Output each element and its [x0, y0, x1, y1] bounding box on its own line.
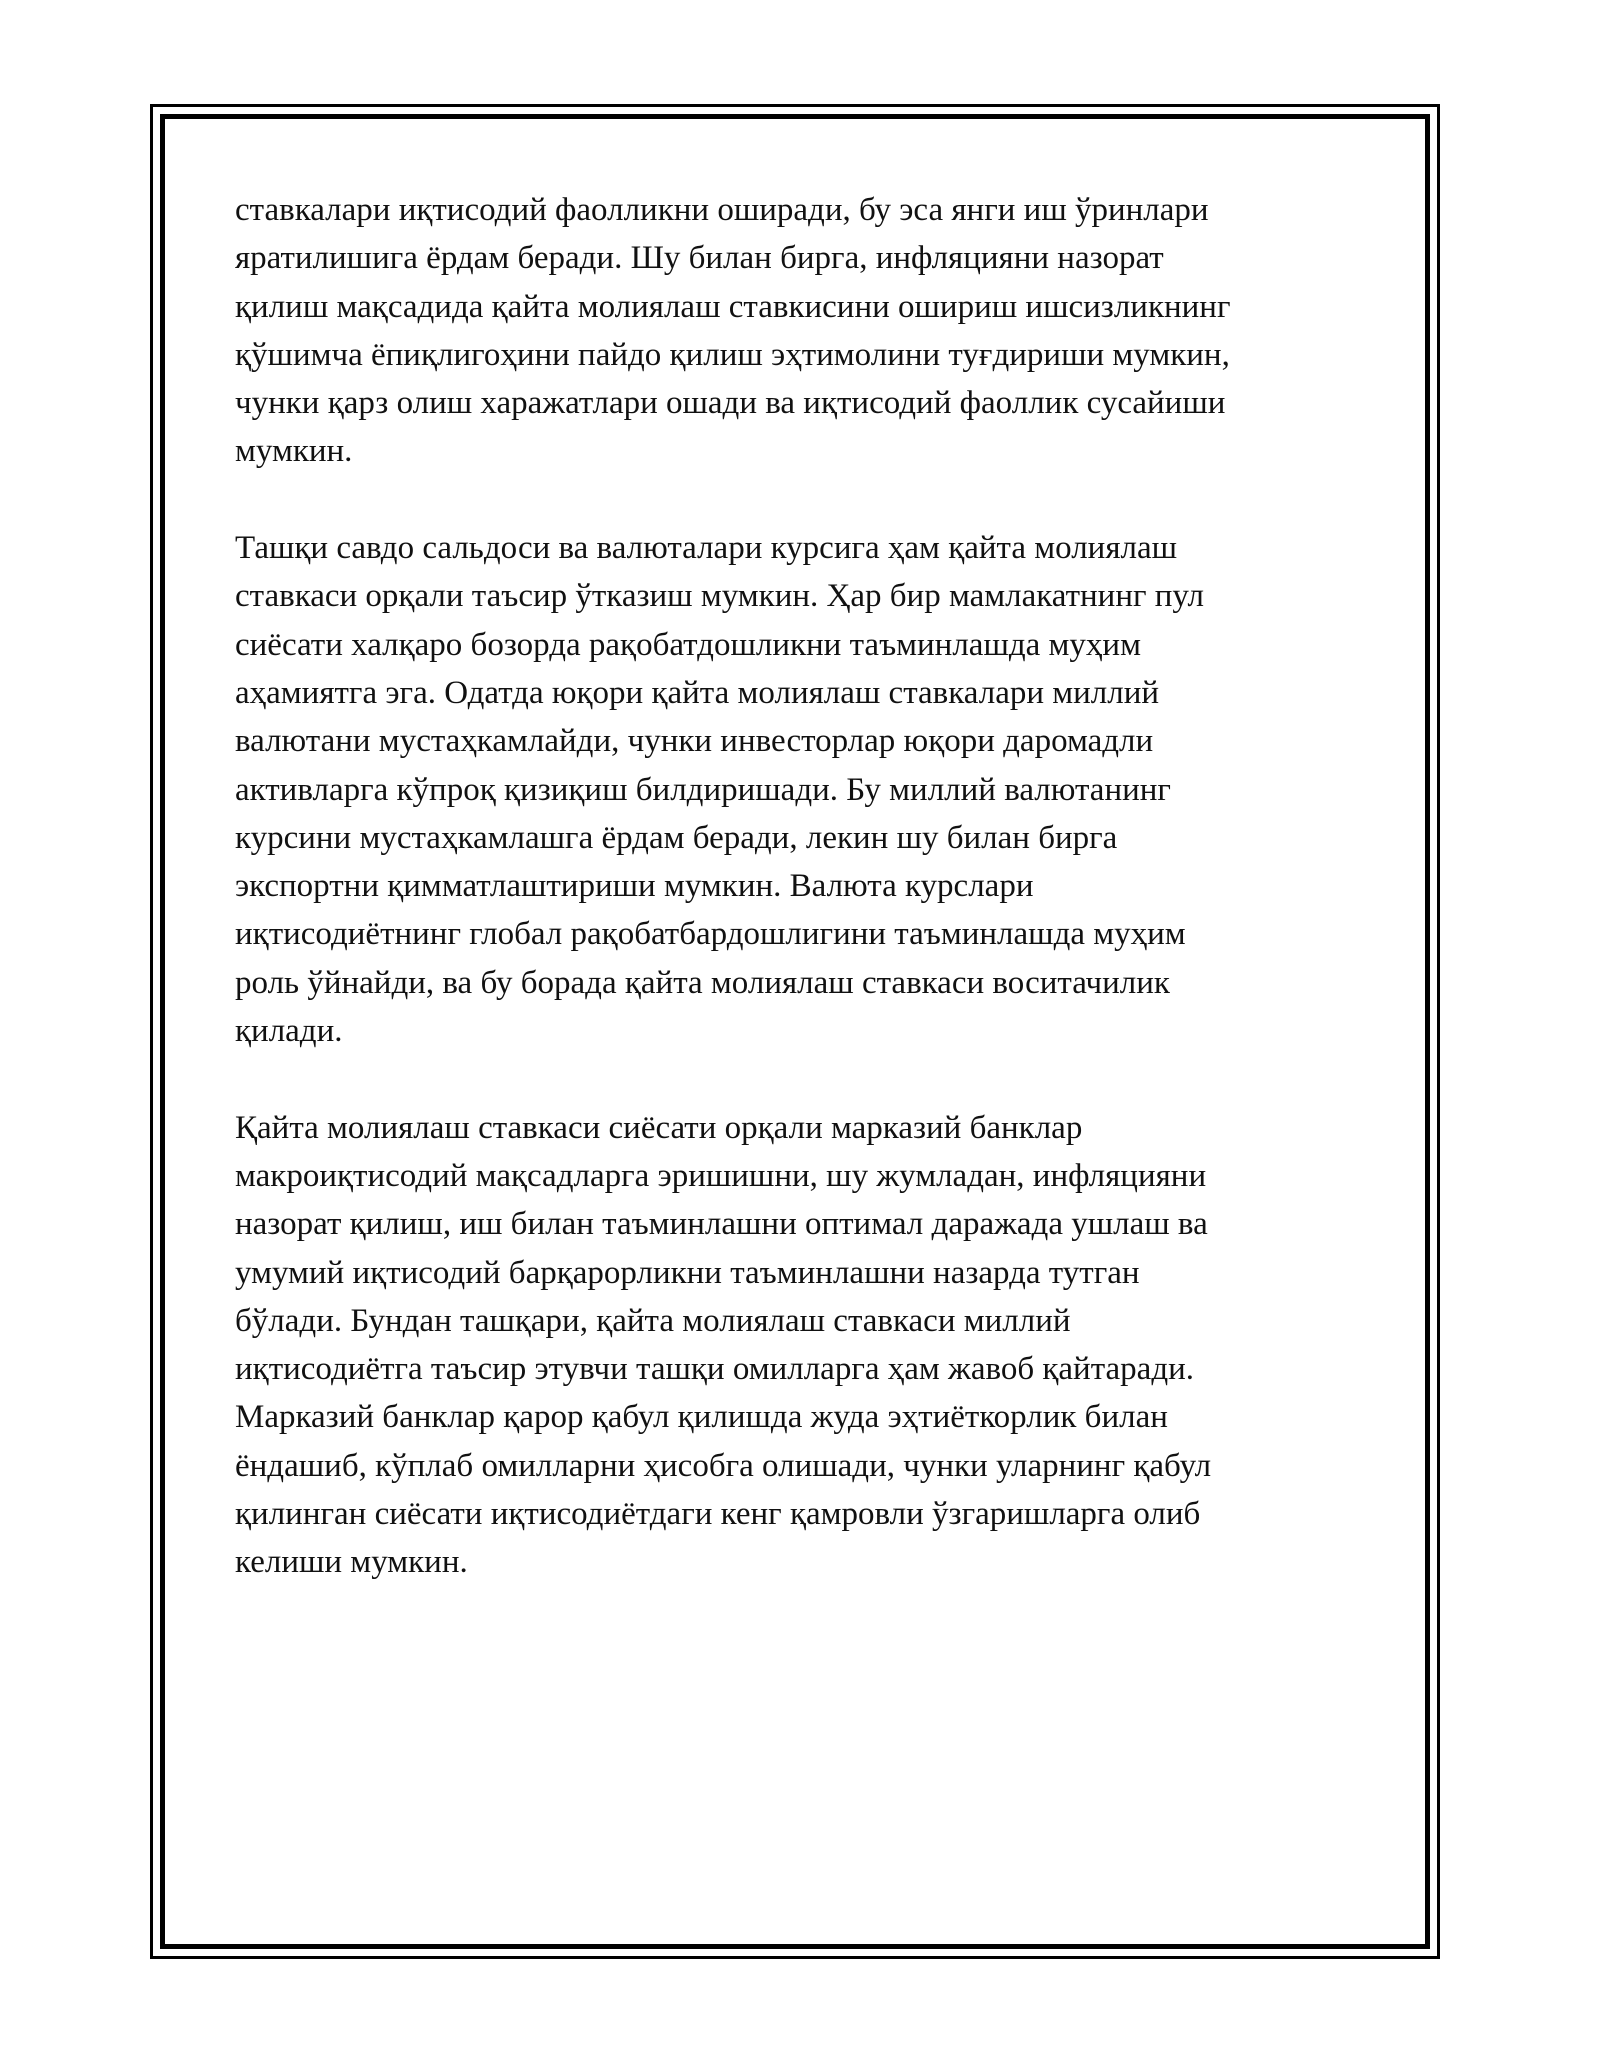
paragraph-3 [235, 1104, 1355, 1587]
text-line: қилинган сиёсати иқтисодиётдаги кенг қамровли ўзгаришларга олиб [235, 1496, 1201, 1533]
text-line: мумкин. [235, 433, 353, 470]
text-line: аҳамиятга эга. Одатда юқори қайта молиялаш ставкалари миллий [235, 674, 1160, 711]
paragraph-2 [235, 524, 1355, 1055]
text-line: Қайта молиялаш ставкаси сиёсати орқали марказий банклар [235, 1109, 1083, 1146]
text-line: бўлади. Бундан ташқари, қайта молиялаш ставкаси миллий [235, 1302, 1071, 1339]
paragraph-1 [235, 186, 1355, 476]
text-line: назорат қилиш, иш билан таъминлашни оптимал даражада ушлаш ва [235, 1206, 1208, 1243]
text-line: яратилишига ёрдам беради. Шу билан бирга, инфляцияни назорат [235, 240, 1164, 277]
text-line: қилади. [235, 1013, 343, 1050]
text-line: келиши мумкин. [235, 1544, 468, 1581]
text-line: валютани мустаҳкамлайди, чунки инвесторлар юқори даромадли [235, 723, 1154, 760]
text-line: иқтисодиётга таъсир этувчи ташқи омилларга ҳам жавоб қайтаради. [235, 1351, 1195, 1388]
text-line: қўшимча ёпиқлигоҳини пайдо қилиш эҳтимолини туғдириши мумкин, [235, 336, 1230, 373]
text-line: сиёсати халқаро бозорда рақобатдошликни таъминлашда муҳим [235, 626, 1141, 663]
text-line: чунки қарз олиш харажатлари ошади ва иқтисодий фаоллик сусайиши [235, 385, 1226, 422]
text-line: иқтисодиётнинг глобал рақобатбардошлигини таъминлашда муҳим [235, 916, 1186, 953]
text-line: Ташқи савдо сальдоси ва валюталари курсига ҳам қайта молиялаш [235, 530, 1178, 567]
text-line: активларга кўпроқ қизиқиш билдиришади. Бу миллий валютанинг [235, 771, 1171, 808]
text-line: ставкалари иқтисодий фаолликни оширади, бу эса янги иш ўринлари [235, 192, 1209, 228]
text-line: қилиш мақсадида қайта молиялаш ставкисини ошириш ишсизликнинг [235, 288, 1231, 325]
text-line: ёндашиб, кўплаб омилларни ҳисобга олишади, чунки уларнинг қабул [235, 1447, 1212, 1484]
text-line: Марказий банклар қарор қабул қилишда жуда эҳтиёткорлик билан [235, 1399, 1168, 1436]
text-line: ставкаси орқали таъсир ўтказиш мумкин. Ҳар бир мамлакатнинг пул [235, 578, 1204, 615]
text-line: курсини мустаҳкамлашга ёрдам беради, лекин шу билан бирга [235, 819, 1118, 856]
text-line: умумий иқтисодий барқарорликни таъминлашни назарда тутган [235, 1254, 1140, 1291]
document-body [235, 186, 1355, 1587]
text-line: макроиқтисодий мақсадларга эришишни, шу жумладан, инфляцияни [235, 1157, 1207, 1194]
text-line: роль ўйнайди, ва бу борада қайта молиялаш ставкаси воситачилик [235, 964, 1170, 1001]
text-line: экспортни қимматлаштириши мумкин. Валюта курслари [235, 868, 1034, 905]
